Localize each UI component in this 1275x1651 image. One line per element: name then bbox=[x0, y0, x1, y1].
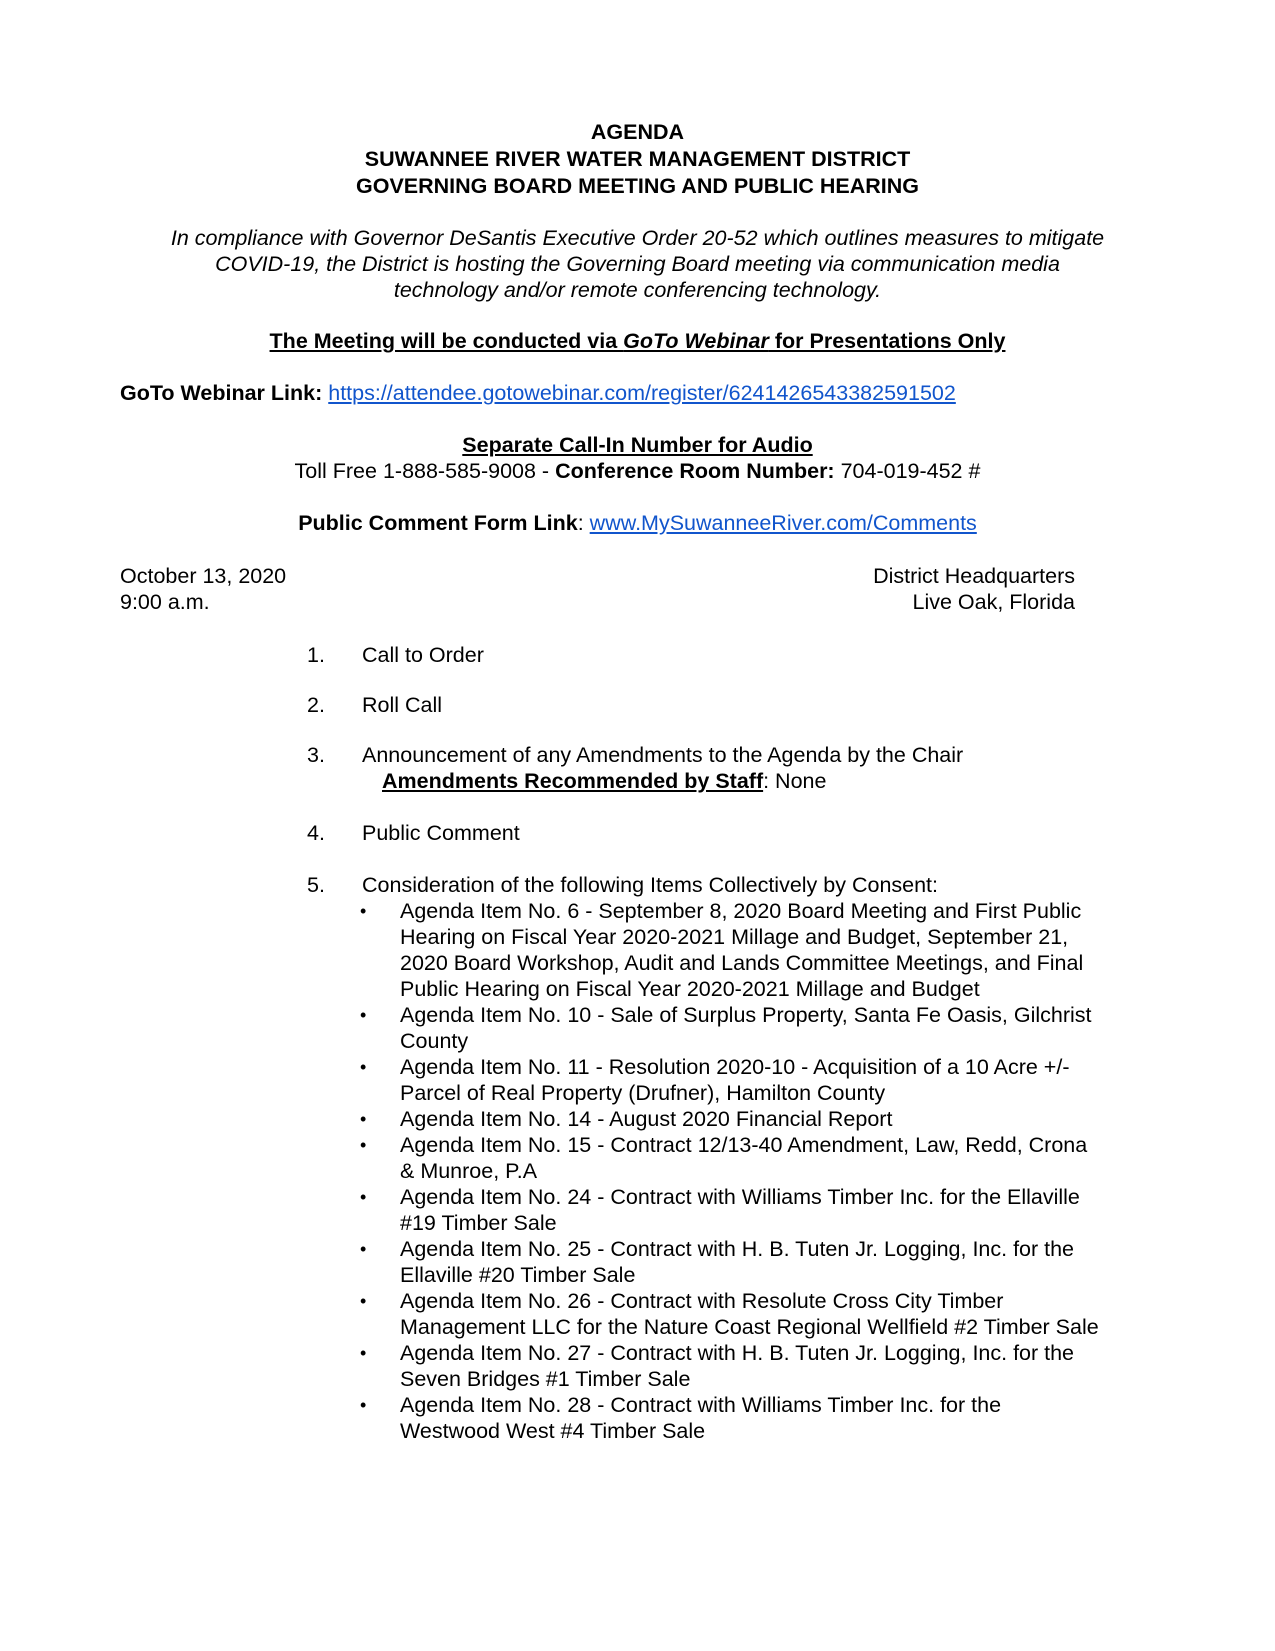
consent-item-line: Agenda Item No. 14 - August 2020 Financial Report bbox=[400, 1107, 893, 1131]
consent-item-line: County bbox=[400, 1029, 469, 1053]
consent-item-line: Management LLC for the Nature Coast Regional Wellfield #2 Timber Sale bbox=[400, 1315, 1099, 1339]
consent-item-line: Parcel of Real Property (Drufner), Hamilton County bbox=[400, 1081, 886, 1105]
meeting-time: 9:00 a.m. bbox=[120, 590, 210, 614]
bullet-icon: • bbox=[360, 901, 367, 921]
bullet-icon: • bbox=[360, 1395, 367, 1415]
meeting-format-note bbox=[0, 328, 1275, 354]
consent-item-line: Agenda Item No. 25 - Contract with H. B. Tuten Jr. Logging, Inc. for the bbox=[400, 1237, 1075, 1261]
meeting-date: October 13, 2020 bbox=[120, 564, 287, 588]
agenda-title: AGENDA bbox=[590, 120, 685, 144]
agenda-item-number: 2. bbox=[307, 693, 325, 717]
consent-item-line: Agenda Item No. 26 - Contract with Resolute Cross City Timber bbox=[400, 1289, 1004, 1313]
meeting-note-prefix: The Meeting will be conducted via bbox=[269, 329, 624, 353]
amendments-label: Amendments Recommended by Staff bbox=[382, 769, 764, 793]
conference-room-number: 704-019-452 # bbox=[834, 459, 981, 483]
audio-heading: Separate Call-In Number for Audio bbox=[462, 433, 813, 457]
bullet-icon: • bbox=[360, 1135, 367, 1155]
consent-item-line: Ellaville #20 Timber Sale bbox=[400, 1263, 636, 1287]
meeting-date-time bbox=[120, 563, 286, 615]
conference-room-label: Conference Room Number: bbox=[555, 459, 835, 483]
consent-item-line: Public Hearing on Fiscal Year 2020-2021 Millage and Budget bbox=[400, 977, 980, 1001]
consent-item-line: Agenda Item No. 24 - Contract with Williams Timber Inc. for the Ellaville bbox=[400, 1185, 1080, 1209]
agenda-item-text: Announcement of any Amendments to the Agenda by the Chair bbox=[362, 743, 964, 767]
audio-call-in-line bbox=[0, 458, 1275, 484]
public-comment-label: Public Comment Form Link bbox=[298, 511, 578, 535]
webinar-link-line bbox=[120, 380, 956, 406]
agenda-item-text: Roll Call bbox=[362, 693, 443, 717]
agenda-item-text: Public Comment bbox=[362, 821, 520, 845]
bullet-icon: • bbox=[360, 1005, 367, 1025]
agenda-item-number: 3. bbox=[307, 743, 325, 767]
location-city: Live Oak, Florida bbox=[912, 590, 1075, 614]
consent-item-line: Agenda Item No. 10 - Sale of Surplus Property, Santa Fe Oasis, Gilchrist bbox=[400, 1003, 1092, 1027]
compliance-line-2: COVID-19, the District is hosting the Governing Board meeting via communication media bbox=[215, 252, 1060, 276]
consent-item-line: 2020 Board Workshop, Audit and Lands Committee Meetings, and Final bbox=[400, 951, 1084, 975]
bullet-icon: • bbox=[360, 1187, 367, 1207]
amendments-value: : None bbox=[763, 769, 827, 793]
consent-item-line: Agenda Item No. 28 - Contract with Williams Timber Inc. for the bbox=[400, 1393, 1002, 1417]
meeting-note-emphasis: GoTo Webinar bbox=[623, 329, 769, 353]
public-comment-link[interactable]: www.MySuwanneeRiver.com/Comments bbox=[589, 511, 977, 535]
agenda-item-text: Call to Order bbox=[362, 643, 484, 667]
compliance-line-1: In compliance with Governor DeSantis Executive Order 20-52 which outlines measures to mitigate bbox=[170, 226, 1105, 250]
webinar-link-label: GoTo Webinar Link: bbox=[120, 381, 323, 405]
meeting-location bbox=[873, 563, 1075, 615]
compliance-statement bbox=[120, 225, 1155, 303]
public-comment-separator: : bbox=[577, 511, 590, 535]
meeting-title: GOVERNING BOARD MEETING AND PUBLIC HEARING bbox=[356, 174, 919, 198]
consent-item-line: Seven Bridges #1 Timber Sale bbox=[400, 1367, 691, 1391]
location-name: District Headquarters bbox=[873, 564, 1075, 588]
consent-item-line: Hearing on Fiscal Year 2020-2021 Millage and Budget, September 21, bbox=[400, 925, 1069, 949]
agenda-title-block bbox=[0, 119, 1275, 200]
consent-item-line: #19 Timber Sale bbox=[400, 1211, 557, 1235]
consent-item-line: Agenda Item No. 11 - Resolution 2020-10 - Acquisition of a 10 Acre +/- bbox=[400, 1055, 1070, 1079]
consent-item-line: Agenda Item No. 6 - September 8, 2020 Board Meeting and First Public bbox=[400, 899, 1082, 923]
public-comment-line bbox=[0, 510, 1275, 536]
agenda-item-text: Consideration of the following Items Collectively by Consent: bbox=[362, 873, 939, 897]
consent-item-line: Westwood West #4 Timber Sale bbox=[400, 1419, 706, 1443]
compliance-line-3: technology and/or remote conferencing technology. bbox=[393, 278, 882, 302]
amendments-subnote bbox=[382, 768, 826, 794]
bullet-icon: • bbox=[360, 1239, 367, 1259]
agenda-item-number: 5. bbox=[307, 873, 325, 897]
consent-item-line: Agenda Item No. 15 - Contract 12/13-40 Amendment, Law, Redd, Crona bbox=[400, 1133, 1088, 1157]
bullet-icon: • bbox=[360, 1343, 367, 1363]
agenda-item-number: 4. bbox=[307, 821, 325, 845]
consent-item-line: Agenda Item No. 27 - Contract with H. B. Tuten Jr. Logging, Inc. for the bbox=[400, 1341, 1075, 1365]
webinar-link[interactable]: https://attendee.gotowebinar.com/register/6241426543382591502 bbox=[328, 381, 956, 405]
consent-item-line: & Munroe, P.A bbox=[400, 1159, 538, 1183]
toll-free-number: Toll Free 1-888-585-9008 - bbox=[294, 459, 556, 483]
bullet-icon: • bbox=[360, 1057, 367, 1077]
bullet-icon: • bbox=[360, 1109, 367, 1129]
bullet-icon: • bbox=[360, 1291, 367, 1311]
meeting-note-suffix: for Presentations Only bbox=[768, 329, 1006, 353]
district-name: SUWANNEE RIVER WATER MANAGEMENT DISTRICT bbox=[364, 147, 911, 171]
agenda-item-number: 1. bbox=[307, 643, 325, 667]
